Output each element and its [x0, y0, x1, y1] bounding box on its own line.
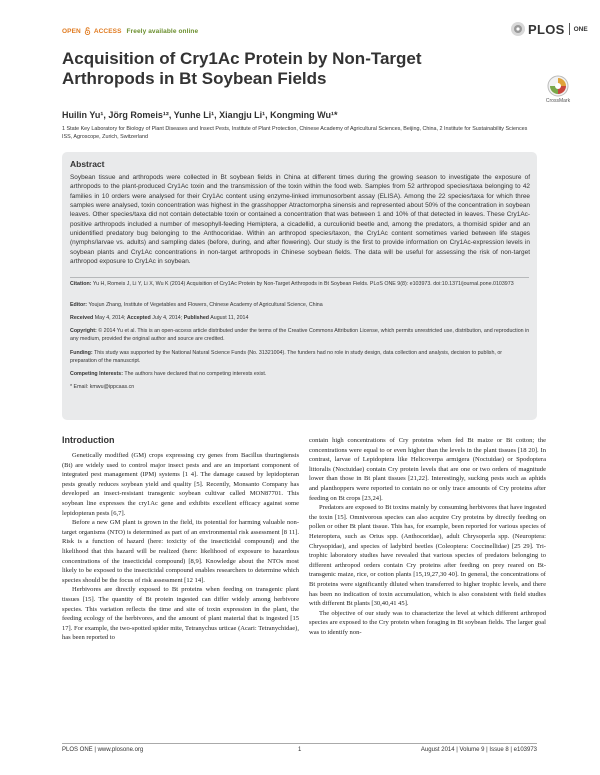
- footer-journal[interactable]: PLOS ONE | www.plosone.org: [62, 747, 144, 753]
- crossmark-badge[interactable]: [538, 75, 578, 104]
- competing-label: Competing Interests:: [70, 371, 123, 377]
- email: * Email: kmwu@ippcaas.cn: [70, 384, 135, 390]
- editor: [70, 302, 530, 310]
- footer-issue: August 2014 | Volume 9 | Issue 8 | e103973: [420, 747, 537, 753]
- open-label: OPEN: [62, 27, 81, 35]
- author-list: Huilin Yu¹, Jörg Romeis¹², Yunhe Li¹, Xiangju Li¹, Kongming Wu¹*: [62, 110, 338, 120]
- crossmark-label: CrossMark: [545, 98, 571, 104]
- paragraph: Genetically modified (GM) crops expressing cry genes from Bacillus thuringiensis (Bt) are widely used to control major insect pests and are an important component of integrated pest management (IPM) systems [1 4]. The damage caused by lepidopteran pests greatly reduces soybean yield and quality [5]. Recently, Monsanto Company has developed an insect-resistant transgenic soybean cultivar called MON87701. This soybean line expresses the cry1Ac gene and exhibits excellent efficacy against some lepidopteran pests [6,7].: [62, 452, 299, 517]
- copyright-label: Copyright:: [70, 328, 97, 334]
- copyright-text: © 2014 Yu et al. This is an open-access article distributed under the terms of the Creative Commons Attribution License, which permits unrestricted use, distribution, and reproduction in any medium, provided the original author and source are credited.: [70, 328, 530, 342]
- citation-text: Yu H, Romeis J, Li Y, Li X, Wu K (2014) Acquisition of Cry1Ac Protein by Non-Target Arthropods in Bt Soybean Fields. PLoS ONE 9(8): e103973. doi:10.1371/journal.pone.0103973: [92, 281, 514, 287]
- paragraph: The objective of our study was to characterize the level at which different arthropod species are exposed to the Cry protein when foraging in Bt soybean fields. The larger goal was to identify non-: [309, 609, 546, 636]
- introduction-heading: Introduction: [62, 435, 115, 445]
- received-label: Received: [70, 315, 94, 321]
- copyright: [70, 328, 530, 343]
- paragraph: Before a new GM plant is grown in the field, its potential for harming valuable non-target organisms (NTO) is determined as part of an environmental risk assessment [8 11]. Risk is a function of hazard (here: toxicity of the insecticidal compound) and the likelihood that this hazard will be realized (here: likelihood of exposure to hazardous concentrations of the insecticidal compound) [8,9]. Knowledge about the NTOs most likely to be exposed to the insecticidal compound enables researchers to determine which species should be the focus of risk assessment [12 14].: [62, 519, 299, 584]
- citation: [70, 281, 530, 289]
- access-label: ACCESS: [93, 27, 122, 35]
- funding-label: Funding:: [70, 350, 93, 356]
- plos-wordmark: PLOS: [528, 21, 565, 37]
- freely-available-label: Freely available online: [126, 27, 199, 35]
- accepted-date: July 4, 2014;: [152, 315, 183, 321]
- abstract-heading: Abstract: [70, 159, 105, 169]
- affiliations: 1 State Key Laboratory for Biology of Plant Diseases and Insect Pests, Institute of Plant Protection, Chinese Academy of Agricultural Sciences, Beijing, China, 2 Institute for Sustainability Sciences ISS, Agroscope, Zurich, Switzerland: [62, 126, 528, 140]
- journal-logo: [510, 21, 588, 37]
- article-title: Acquisition of Cry1Ac Protein by Non-Target Arthropods in Bt Soybean Fields: [62, 49, 422, 88]
- competing-text: The authors have declared that no competing interests exist.: [124, 371, 267, 377]
- funding-text: This study was supported by the National Natural Science Funds (No. 31321004). The funders had no role in study design, data collection and analysis, decision to publish, or preparation of the manuscript.: [70, 350, 503, 364]
- plos-logo-icon: [510, 21, 526, 37]
- competing-interests: [70, 371, 530, 379]
- received-date: May 4, 2014;: [94, 315, 126, 321]
- citation-label: Citation:: [70, 281, 92, 287]
- open-access-banner: [62, 27, 198, 35]
- abstract-text: Soybean tissue and arthropods were collected in Bt soybean fields in China at different times during the growing season to investigate the exposure of arthropods to the plant-produced Cry1Ac toxin and the transmission of the toxin within the food web. Samples from 52 arthropod species/taxa belonging to 42 families in 10 orders were analysed for their Cry1Ac content using enzyme-linked immunosorbent assay (ELISA). Among the 22 species/taxa for which three samples were analysed, toxin concentration was highest in the grasshopper Atractomorpha sinensis and represented about 50% of the concentration in soybean leaves. Other species/taxa did not contain detectable toxin or contained a concentration that was between 1 and 10% of that detected in leaves. These Cry1Ac-positive arthropods included a number of mesophyll-feeding Hemiptera, a cicadellid, a curculionid beetle and, among the predators, a thomisid spider and an unidentified predatory bug belonging to the Anthocoridae. Within an arthropod species/taxon, the Cry1Ac content sometimes varied between life stages (nymphs/larvae vs. adults) and sampling dates (before, during, and after flowering). Our study is the first to provide information on Cry1Ac-expression levels in soybean plants and Cry1Ac concentrations in non-target arthropods in Chinese soybean fields. The data will be useful for assessing the risk of non-target arthropod exposure to Cry1Ac in soybean.: [70, 174, 530, 266]
- page-number: 1: [298, 747, 302, 753]
- body-column-left: [62, 451, 299, 643]
- abstract-box: [62, 152, 537, 420]
- abstract-divider: [70, 277, 529, 278]
- one-wordmark: ONE: [573, 25, 588, 33]
- published-date: August 11, 2014: [210, 315, 249, 321]
- funding: [70, 350, 530, 365]
- paragraph: Herbivores are directly exposed to Bt proteins when feeding on transgenic plant tissues [15]. The quantity of Bt protein ingested can differ widely among herbivore species. This variation reflects the time and site of toxin expression in the plant, the feeding ecology of the herbivores, and the amount of plant material that is ingested [15 17]. For example, the two-spotted spider mite, Tetranychus urticae (Acari: Tetranychidae), has been reported to: [62, 586, 299, 642]
- paragraph: contain high concentrations of Cry proteins when fed Bt maize or Bt cotton; the concentrations were equal to or even higher than the levels in the plant tissues [18 20]. In contrast, larvae of Lepidoptera like Helicoverpa armigera (Noctuidae) or Spodoptera littoralis (Noctuidae) contain Cry protein levels that are one or two orders of magnitude lower than those in Bt plant tissues [21,22]. Interestingly, sucking pests such as aphids and planthoppers were reported to contain no or only trace amounts of Cry proteins after feeding on Bt crops [23,24].: [309, 437, 546, 502]
- dates: [70, 315, 530, 323]
- page-header: [0, 0, 600, 40]
- accepted-label: Accepted: [126, 315, 151, 321]
- editor-text: Youjun Zhang, Institute of Vegetables and Flowers, Chinese Academy of Agricultural Science, China: [88, 302, 323, 308]
- body-column-right: [309, 436, 546, 637]
- paragraph: Predators are exposed to Bt toxins mainly by consuming herbivores that have ingested the toxin [15]. Omnivorous species can also acquire Cry proteins by directly feeding on pollen or other Bt plant tissue. This has, for example, been reported for various species of Heteroptera, such as Orius spp. (Anthocoridae), adult Chrysoperla spp. (Neuroptera: Chrysopidae), and species of ladybird beetles (Coleoptera: Coccinellidae) [25 29]. Tri-trophic laboratory studies have revealed that various species of predators belonging to different arthropod orders contain Cry proteins after feeding on prey reared on Bt-transgenic maize, rice, or cotton plants [15,19,27,30 40]. In general, the concentrations of Bt proteins were significantly diluted when transferred to higher trophic levels, and there has been no indication of toxin accumulation, which is also consistent with field studies with different Bt plants [30,40,41 45].: [309, 504, 546, 608]
- logo-divider: [569, 23, 570, 35]
- published-label: Published: [183, 315, 210, 321]
- footer-divider: [62, 743, 537, 744]
- editor-label: Editor:: [70, 302, 88, 308]
- open-access-lock-icon: [84, 27, 91, 35]
- crossmark-icon: [547, 75, 569, 97]
